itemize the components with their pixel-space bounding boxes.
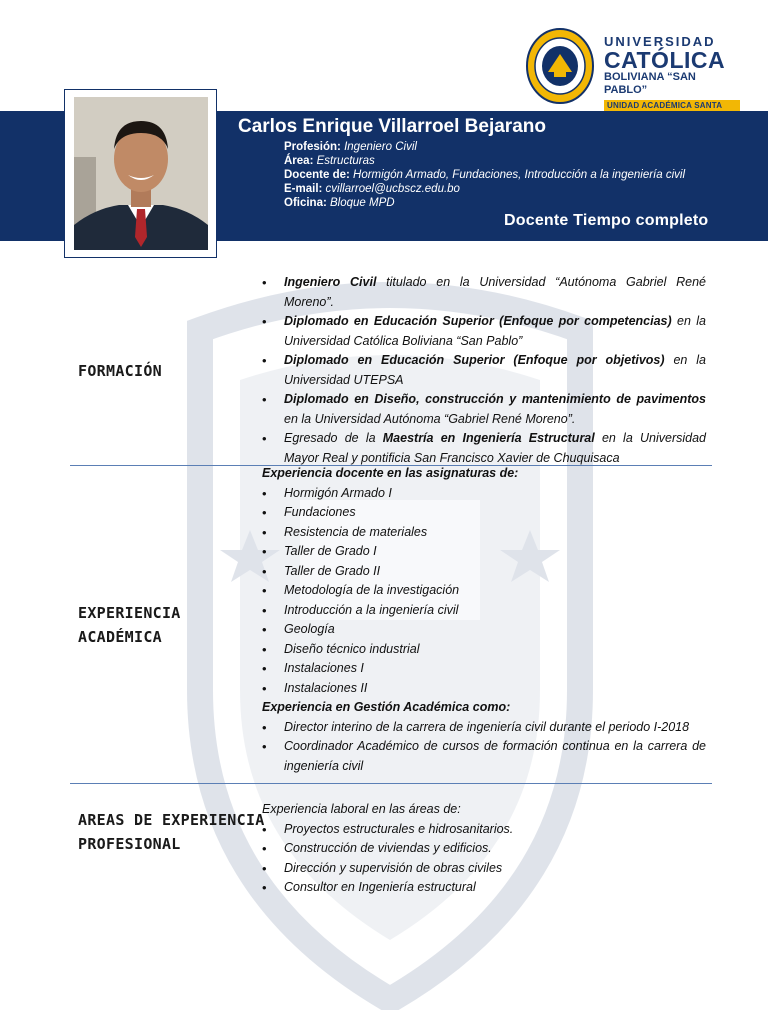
section-title-line: PROFESIONAL xyxy=(78,835,181,853)
info-row-email xyxy=(284,182,754,196)
list-item: • Construcción de viviendas y edificios. xyxy=(262,839,706,859)
list-item: • Consultor en Ingeniería estructural xyxy=(262,878,706,898)
info-value: Bloque MPD xyxy=(330,197,395,209)
info-value: Estructuras xyxy=(316,155,375,167)
gestion-list xyxy=(262,718,706,777)
section-title-academica xyxy=(78,601,181,649)
info-row-profesion xyxy=(284,140,754,154)
list-item xyxy=(262,351,706,390)
section-title-line: ACADÉMICA xyxy=(78,628,162,646)
item-bold: Maestría en Ingeniería Estructural xyxy=(382,431,595,445)
item-bold: Diplomado en Diseño, construcción y mantenimiento de pavimentos xyxy=(284,392,706,406)
info-row-area xyxy=(284,154,754,168)
logo-line-1: UNIVERSIDAD xyxy=(604,34,716,49)
list-item: • Fundaciones xyxy=(262,503,706,523)
info-row-oficina xyxy=(284,196,754,210)
info-label: Oficina: xyxy=(284,197,327,209)
list-item: • Proyectos estructurales e hidrosanitarios. xyxy=(262,820,706,840)
item-text: titulado en la Universidad “Autónoma Gabriel René Moreno”. xyxy=(284,275,706,309)
list-item: • Metodología de la investigación xyxy=(262,581,706,601)
list-item: • Director interino de la carrera de ingeniería civil durante el periodo I-2018 xyxy=(262,718,706,738)
academica-block xyxy=(262,464,706,776)
section-title-line: EXPERIENCIA xyxy=(78,604,181,622)
list-item: • Diseño técnico industrial xyxy=(262,640,706,660)
section-title-profesional xyxy=(78,808,265,856)
info-label: Docente de: xyxy=(284,169,350,181)
list-item: • Taller de Grado I xyxy=(262,542,706,562)
profesional-block xyxy=(262,800,706,898)
item-text: en la Universidad Autónoma “Gabriel René Moreno”. xyxy=(284,411,576,426)
profile-name: Carlos Enrique Villarroel Bejarano xyxy=(238,116,546,137)
email-link[interactable]: cvillarroel@ucbscz.edu.bo xyxy=(325,183,460,195)
subjects-heading: Experiencia docente en las asignaturas de: xyxy=(262,466,519,480)
list-item: • Dirección y supervisión de obras civiles xyxy=(262,859,706,879)
info-label: E-mail: xyxy=(284,183,323,195)
profesional-list xyxy=(262,820,706,898)
section-title-formacion xyxy=(78,359,162,383)
gestion-heading: Experiencia en Gestión Académica como: xyxy=(262,700,511,714)
info-value: Hormigón Armado, Fundaciones, Introducción a la ingeniería civil xyxy=(353,169,685,181)
list-item: • Geología xyxy=(262,620,706,640)
section-divider xyxy=(70,783,712,784)
info-row-docente xyxy=(284,168,754,182)
list-item: • Resistencia de materiales xyxy=(262,523,706,543)
item-text: en la Universidad Católica Boliviana “San Pablo” xyxy=(284,314,706,348)
university-wordmark xyxy=(604,34,740,121)
profesional-heading: Experiencia laboral en las áreas de: xyxy=(262,802,461,816)
list-item xyxy=(262,273,706,312)
item-text: Egresado de la xyxy=(284,431,383,445)
list-item: • Instalaciones I xyxy=(262,659,706,679)
formacion-list-block xyxy=(262,273,706,468)
list-item: • Hormigón Armado I xyxy=(262,484,706,504)
list-item xyxy=(262,312,706,351)
item-text: en la Universidad UTEPSA xyxy=(284,353,706,387)
list-item: • Coordinador Académico de cursos de formación continua en la carrera de ingeniería civil xyxy=(262,737,706,776)
profile-info xyxy=(284,140,754,210)
section-title-line: FORMACIÓN xyxy=(78,362,162,380)
profile-photo-frame xyxy=(64,89,217,258)
section-title-line: AREAS DE EXPERIENCIA xyxy=(78,811,265,829)
list-item: • Introducción a la ingeniería civil xyxy=(262,601,706,621)
info-label: Área: xyxy=(284,155,314,167)
info-label: Profesión: xyxy=(284,141,341,153)
list-item xyxy=(262,390,706,429)
info-value: Ingeniero Civil xyxy=(344,141,417,153)
item-bold: Ingeniero Civil xyxy=(284,275,377,289)
list-item xyxy=(262,429,706,468)
logo-line-3: BOLIVIANA “SAN PABLO” xyxy=(604,71,696,96)
university-seal-logo xyxy=(526,28,594,104)
logo-line-2: CATÓLICA xyxy=(604,47,726,73)
list-item: • Instalaciones II xyxy=(262,679,706,699)
role-title: Docente Tiempo completo xyxy=(504,212,709,229)
subjects-list xyxy=(262,484,706,699)
formacion-list xyxy=(262,273,706,468)
item-bold: Diplomado en Educación Superior (Enfoque por competencias) xyxy=(284,314,672,328)
item-bold: Diplomado en Educación Superior (Enfoque por objetivos) xyxy=(284,353,665,367)
logo-line-4: UNIDAD ACADÉMICA SANTA xyxy=(604,100,740,120)
item-text: en la Universidad Mayor Real y pontificia San Francisco Xavier de Chuquisaca xyxy=(284,431,706,465)
list-item: • Taller de Grado II xyxy=(262,562,706,582)
profile-photo xyxy=(74,97,208,250)
